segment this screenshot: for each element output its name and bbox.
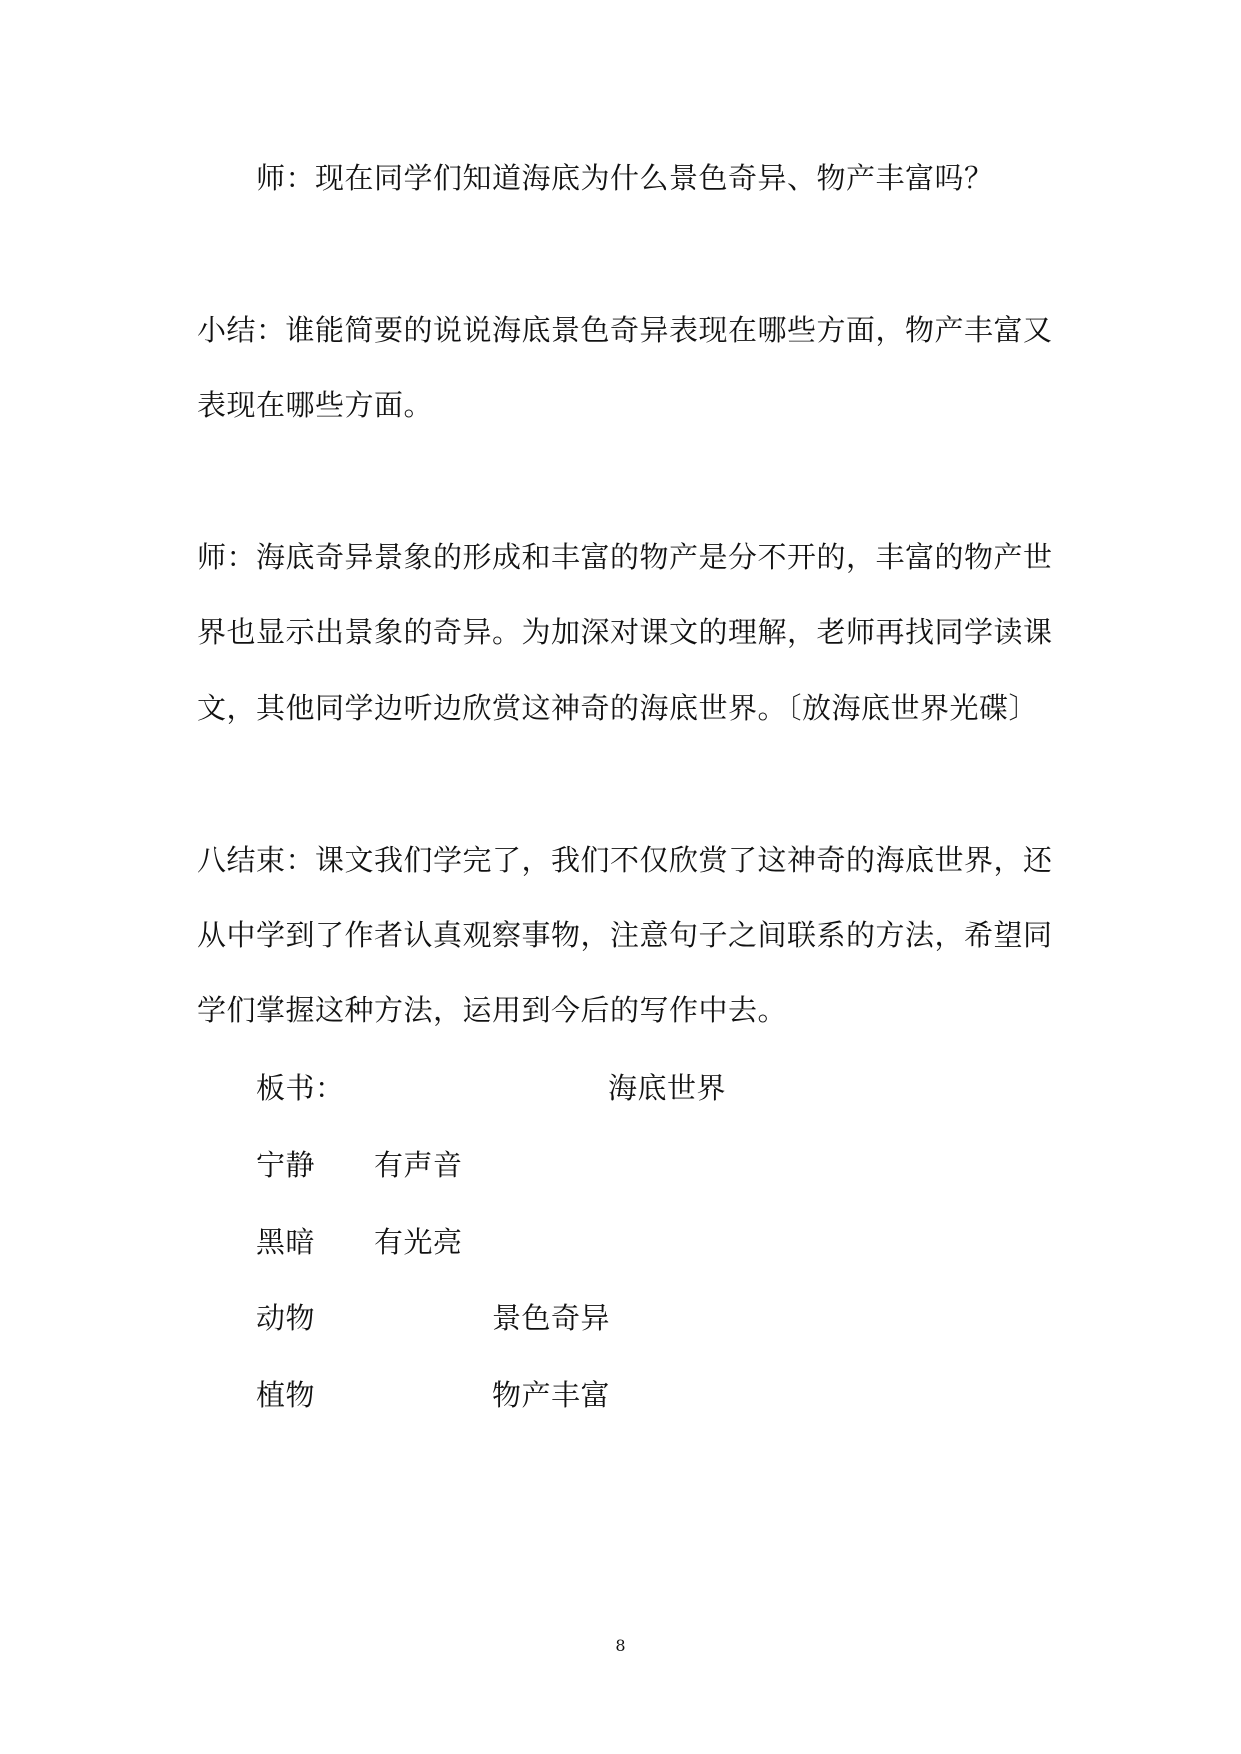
page-number: 8	[615, 1636, 626, 1655]
board-label: 板书：	[256, 1071, 345, 1105]
board-row-1-col-1: 宁静	[256, 1148, 316, 1182]
board-row-4-col-3: 物产丰富	[492, 1378, 611, 1412]
board-row-3-col-1: 动物	[256, 1301, 316, 1335]
board-row-1-col-2: 有声音	[374, 1148, 463, 1182]
paragraph-4-line-2: 从中学到了作者认真观察事物，注意句子之间联系的方法，希望同	[197, 918, 1053, 952]
board-row-4-col-1: 植物	[256, 1378, 316, 1412]
board-row-2-col-2: 有光亮	[374, 1225, 463, 1259]
board-title: 海底世界	[608, 1071, 727, 1105]
board-row-3-col-3: 景色奇异	[492, 1301, 611, 1335]
board-row-2-col-1: 黑暗	[256, 1225, 316, 1259]
paragraph-3-line-2: 界也显示出景象的奇异。为加深对课文的理解，老师再找同学读课	[197, 615, 1053, 649]
paragraph-1-line-1: 师：现在同学们知道海底为什么景色奇异、物产丰富吗？	[256, 161, 994, 195]
paragraph-3-line-3: 文，其他同学边听边欣赏这神奇的海底世界。〔放海底世界光碟〕	[197, 691, 1039, 725]
paragraph-3-line-1: 师：海底奇异景象的形成和丰富的物产是分不开的，丰富的物产世	[197, 540, 1053, 574]
paragraph-4-line-3: 学们掌握这种方法，运用到今后的写作中去。	[197, 993, 788, 1027]
paragraph-2-line-1: 小结：谁能简要的说说海底景色奇异表现在哪些方面，物产丰富又	[197, 313, 1053, 347]
paragraph-4-line-1: 八结束：课文我们学完了，我们不仅欣赏了这神奇的海底世界，还	[197, 843, 1053, 877]
paragraph-2-line-2: 表现在哪些方面。	[197, 388, 434, 422]
